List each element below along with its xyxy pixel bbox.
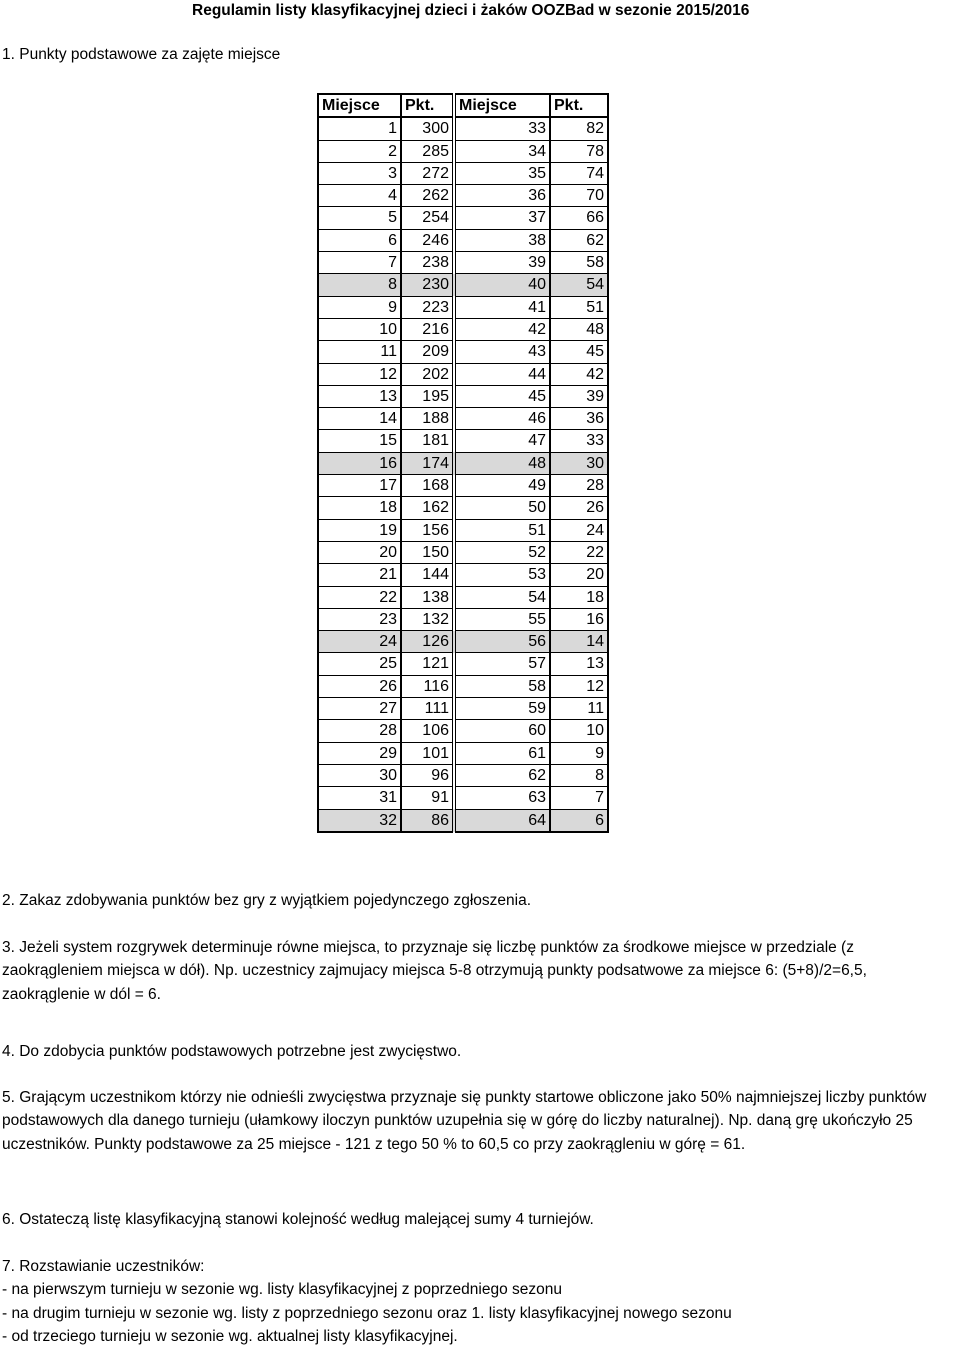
- points-2-cell: 16: [550, 608, 608, 630]
- points-2-cell: 20: [550, 564, 608, 586]
- points-2-cell: 82: [550, 117, 608, 140]
- points-1-cell: 138: [401, 586, 454, 608]
- place-1-cell: 21: [318, 564, 401, 586]
- place-2-cell: 39: [454, 252, 550, 274]
- points-2-cell: 78: [550, 140, 608, 162]
- place-2-cell: 47: [454, 430, 550, 452]
- points-2-cell: 13: [550, 653, 608, 675]
- points-1-cell: 91: [401, 787, 454, 809]
- place-2-cell: 50: [454, 497, 550, 519]
- place-1-cell: 25: [318, 653, 401, 675]
- points-2-cell: 51: [550, 296, 608, 318]
- place-1-cell: 16: [318, 452, 401, 474]
- section-3: 3. Jeżeli system rozgrywek determinuje równe miejsca, to przyznaje się liczbę punktów za środkowe miejsce w przedziale (z zaokrągleniem miejsca w dół). Np. uczestnicy zajmujacy miejsca 5-8 otrzymują punkty podsatwowe za miejsce 6: (5+8)/2=6,5, zaokrąglenie w dól = 6.: [2, 939, 867, 1003]
- points-table: [317, 93, 609, 833]
- place-2-cell: 38: [454, 229, 550, 251]
- table-header-row: [318, 94, 608, 117]
- table-row: [318, 207, 608, 229]
- place-1-cell: 20: [318, 541, 401, 563]
- points-1-cell: 111: [401, 698, 454, 720]
- place-1-cell: 23: [318, 608, 401, 630]
- points-1-cell: 126: [401, 631, 454, 653]
- place-2-cell: 51: [454, 519, 550, 541]
- section-6: 6. Ostateczą listę klasyfikacyjną stanowi kolejność według malejącej sumy 4 turniejów.: [2, 1211, 594, 1228]
- points-2-cell: 8: [550, 764, 608, 786]
- place-2-cell: 56: [454, 631, 550, 653]
- points-1-cell: 168: [401, 475, 454, 497]
- place-2-cell: 63: [454, 787, 550, 809]
- table-row: [318, 742, 608, 764]
- points-1-cell: 121: [401, 653, 454, 675]
- points-2-cell: 58: [550, 252, 608, 274]
- place-2-cell: 64: [454, 809, 550, 832]
- points-1-cell: 262: [401, 185, 454, 207]
- place-2-cell: 59: [454, 698, 550, 720]
- header-place-1: Miejsce: [318, 94, 401, 117]
- points-1-cell: 101: [401, 742, 454, 764]
- points-1-cell: 106: [401, 720, 454, 742]
- section-4: 4. Do zdobycia punktów podstawowych potrzebne jest zwycięstwo.: [2, 1043, 462, 1060]
- points-2-cell: 26: [550, 497, 608, 519]
- place-1-cell: 19: [318, 519, 401, 541]
- place-2-cell: 57: [454, 653, 550, 675]
- place-1-cell: 14: [318, 408, 401, 430]
- table-row: [318, 229, 608, 251]
- place-1-cell: 28: [318, 720, 401, 742]
- table-row: [318, 764, 608, 786]
- table-row: [318, 117, 608, 140]
- place-2-cell: 58: [454, 675, 550, 697]
- points-1-cell: 195: [401, 385, 454, 407]
- place-1-cell: 30: [318, 764, 401, 786]
- points-1-cell: 230: [401, 274, 454, 296]
- points-2-cell: 18: [550, 586, 608, 608]
- table-row: [318, 541, 608, 563]
- points-2-cell: 10: [550, 720, 608, 742]
- place-2-cell: 36: [454, 185, 550, 207]
- place-1-cell: 7: [318, 252, 401, 274]
- place-1-cell: 15: [318, 430, 401, 452]
- points-1-cell: 144: [401, 564, 454, 586]
- table-row: [318, 408, 608, 430]
- place-2-cell: 43: [454, 341, 550, 363]
- table-row: [318, 252, 608, 274]
- table-row: [318, 608, 608, 630]
- table-row: [318, 675, 608, 697]
- table-row: [318, 162, 608, 184]
- place-1-cell: 32: [318, 809, 401, 832]
- table-row: [318, 631, 608, 653]
- place-1-cell: 13: [318, 385, 401, 407]
- points-2-cell: 54: [550, 274, 608, 296]
- document-title: Regulamin listy klasyfikacyjnej dzieci i żaków OOZBad w sezonie 2015/2016: [192, 2, 750, 19]
- place-2-cell: 46: [454, 408, 550, 430]
- section-1-heading: 1. Punkty podstawowe za zajęte miejsce: [2, 46, 281, 63]
- table-row: [318, 475, 608, 497]
- place-2-cell: 44: [454, 363, 550, 385]
- place-2-cell: 52: [454, 541, 550, 563]
- table-row: [318, 452, 608, 474]
- points-1-cell: 246: [401, 229, 454, 251]
- points-2-cell: 62: [550, 229, 608, 251]
- points-1-cell: 86: [401, 809, 454, 832]
- points-1-cell: 116: [401, 675, 454, 697]
- points-2-cell: 9: [550, 742, 608, 764]
- points-2-cell: 39: [550, 385, 608, 407]
- place-1-cell: 31: [318, 787, 401, 809]
- table-row: [318, 185, 608, 207]
- points-1-cell: 300: [401, 117, 454, 140]
- points-2-cell: 48: [550, 318, 608, 340]
- points-2-cell: 22: [550, 541, 608, 563]
- place-1-cell: 8: [318, 274, 401, 296]
- place-2-cell: 45: [454, 385, 550, 407]
- place-1-cell: 6: [318, 229, 401, 251]
- place-1-cell: 5: [318, 207, 401, 229]
- place-2-cell: 41: [454, 296, 550, 318]
- table-row: [318, 341, 608, 363]
- table-row: [318, 385, 608, 407]
- points-2-cell: 70: [550, 185, 608, 207]
- table-row: [318, 497, 608, 519]
- place-2-cell: 53: [454, 564, 550, 586]
- section-7: [2, 1255, 958, 1348]
- points-1-cell: 162: [401, 497, 454, 519]
- section-7-heading: 7. Rozstawianie uczestników:: [2, 1258, 205, 1275]
- table-row: [318, 296, 608, 318]
- points-2-cell: 14: [550, 631, 608, 653]
- place-1-cell: 12: [318, 363, 401, 385]
- points-2-cell: 74: [550, 162, 608, 184]
- points-1-cell: 96: [401, 764, 454, 786]
- place-2-cell: 42: [454, 318, 550, 340]
- points-2-cell: 12: [550, 675, 608, 697]
- points-2-cell: 11: [550, 698, 608, 720]
- place-2-cell: 62: [454, 764, 550, 786]
- points-1-cell: 223: [401, 296, 454, 318]
- points-1-cell: 188: [401, 408, 454, 430]
- table-row: [318, 809, 608, 832]
- points-1-cell: 209: [401, 341, 454, 363]
- header-points-1: Pkt.: [401, 94, 454, 117]
- place-2-cell: 55: [454, 608, 550, 630]
- table-row: [318, 274, 608, 296]
- points-2-cell: 7: [550, 787, 608, 809]
- points-1-cell: 254: [401, 207, 454, 229]
- points-1-cell: 132: [401, 608, 454, 630]
- place-1-cell: 3: [318, 162, 401, 184]
- table-row: [318, 519, 608, 541]
- points-1-cell: 150: [401, 541, 454, 563]
- place-2-cell: 33: [454, 117, 550, 140]
- header-place-2: Miejsce: [454, 94, 550, 117]
- table-row: [318, 318, 608, 340]
- place-2-cell: 37: [454, 207, 550, 229]
- points-1-cell: 202: [401, 363, 454, 385]
- place-2-cell: 40: [454, 274, 550, 296]
- place-1-cell: 9: [318, 296, 401, 318]
- points-2-cell: 36: [550, 408, 608, 430]
- section-2: 2. Zakaz zdobywania punktów bez gry z wyjątkiem pojedynczego zgłoszenia.: [2, 892, 531, 909]
- place-1-cell: 22: [318, 586, 401, 608]
- points-1-cell: 238: [401, 252, 454, 274]
- place-2-cell: 49: [454, 475, 550, 497]
- place-2-cell: 48: [454, 452, 550, 474]
- table-row: [318, 564, 608, 586]
- points-2-cell: 28: [550, 475, 608, 497]
- section-5: 5. Grającym uczestnikom którzy nie odnieśli zwycięstwa przyznaje się punkty startowe obliczone jako 50% najmniejszej liczby punktów podstawowych dla danego turnieju (ułamkowy iloczyn punktów uzupełnia się w górę do liczby naturalnej). Np. daną grę ukończyło 25 uczestników. Punkty podstawowe za 25 miejsce - 121 z tego 50 % to 60,5 co przy zaokrągleniu w górę = 61.: [2, 1089, 927, 1153]
- points-1-cell: 174: [401, 452, 454, 474]
- points-2-cell: 33: [550, 430, 608, 452]
- place-2-cell: 35: [454, 162, 550, 184]
- points-2-cell: 45: [550, 341, 608, 363]
- points-1-cell: 156: [401, 519, 454, 541]
- points-2-cell: 30: [550, 452, 608, 474]
- points-1-cell: 272: [401, 162, 454, 184]
- place-1-cell: 10: [318, 318, 401, 340]
- table-row: [318, 430, 608, 452]
- points-2-cell: 6: [550, 809, 608, 832]
- table-row: [318, 720, 608, 742]
- points-2-cell: 24: [550, 519, 608, 541]
- section-7-item: - na pierwszym turnieju w sezonie wg. listy klasyfikacyjnej z poprzedniego sezonu: [2, 1281, 562, 1299]
- place-1-cell: 1: [318, 117, 401, 140]
- place-1-cell: 4: [318, 185, 401, 207]
- place-1-cell: 2: [318, 140, 401, 162]
- table-row: [318, 698, 608, 720]
- points-2-cell: 42: [550, 363, 608, 385]
- table-row: [318, 653, 608, 675]
- table-row: [318, 586, 608, 608]
- points-2-cell: 66: [550, 207, 608, 229]
- place-1-cell: 26: [318, 675, 401, 697]
- place-1-cell: 24: [318, 631, 401, 653]
- place-1-cell: 29: [318, 742, 401, 764]
- place-2-cell: 54: [454, 586, 550, 608]
- table-row: [318, 363, 608, 385]
- place-2-cell: 34: [454, 140, 550, 162]
- place-1-cell: 18: [318, 497, 401, 519]
- place-1-cell: 17: [318, 475, 401, 497]
- points-1-cell: 181: [401, 430, 454, 452]
- place-2-cell: 60: [454, 720, 550, 742]
- place-1-cell: 27: [318, 698, 401, 720]
- header-points-2: Pkt.: [550, 94, 608, 117]
- points-1-cell: 285: [401, 140, 454, 162]
- table-row: [318, 140, 608, 162]
- place-2-cell: 61: [454, 742, 550, 764]
- section-7-item: - na drugim turnieju w sezonie wg. listy z poprzedniego sezonu oraz 1. listy klasyfikacyjnej nowego sezonu: [2, 1304, 732, 1322]
- place-1-cell: 11: [318, 341, 401, 363]
- table-row: [318, 787, 608, 809]
- points-1-cell: 216: [401, 318, 454, 340]
- section-7-item: - od trzeciego turnieju w sezonie wg. aktualnej listy klasyfikacyjnej.: [2, 1327, 458, 1345]
